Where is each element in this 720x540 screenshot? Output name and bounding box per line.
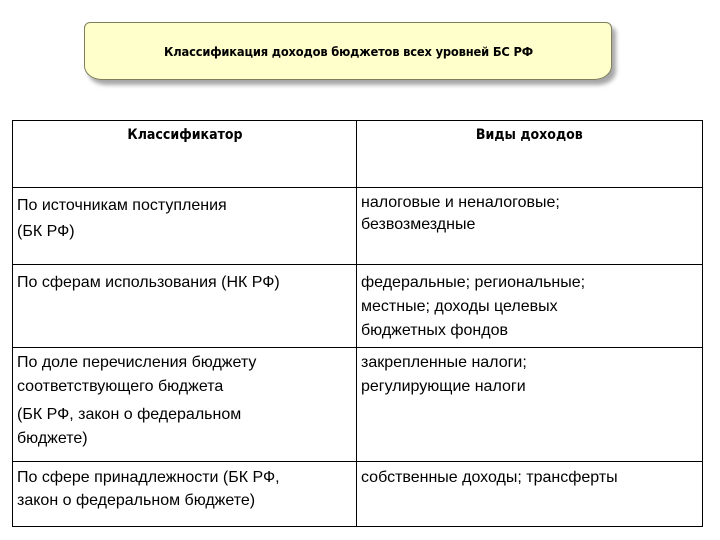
classifier-cell: По источникам поступления (БК РФ) bbox=[13, 188, 357, 265]
classifier-cell: По сфере принадлежности (БК РФ, закон о федеральном бюджете) bbox=[13, 462, 357, 527]
table-row bbox=[13, 265, 703, 348]
table-row bbox=[13, 348, 703, 462]
header-classifier: Классификатор bbox=[13, 121, 357, 188]
table-row bbox=[13, 462, 703, 527]
income-types-cell: федеральные; региональные; местные; доходы целевых бюджетных фондов bbox=[357, 265, 703, 348]
title-banner bbox=[84, 22, 612, 80]
page-title: Классификация доходов бюджетов всех уровней БС РФ bbox=[163, 43, 533, 59]
classifier-cell: По сферам использования (НК РФ) bbox=[13, 265, 357, 348]
classifier-cell: По доле перечисления бюджету соответствующего бюджета (БК РФ, закон о федеральном бюджете) bbox=[13, 348, 357, 462]
income-types-cell: собственные доходы; трансферты bbox=[357, 462, 703, 527]
table-header-row bbox=[13, 121, 703, 188]
header-income-types: Виды доходов bbox=[357, 121, 703, 188]
table-row bbox=[13, 188, 703, 265]
income-types-cell: закрепленные налоги; регулирующие налоги bbox=[357, 348, 703, 462]
income-types-cell: налоговые и неналоговые; безвозмездные bbox=[357, 188, 703, 265]
classification-table bbox=[12, 120, 703, 527]
